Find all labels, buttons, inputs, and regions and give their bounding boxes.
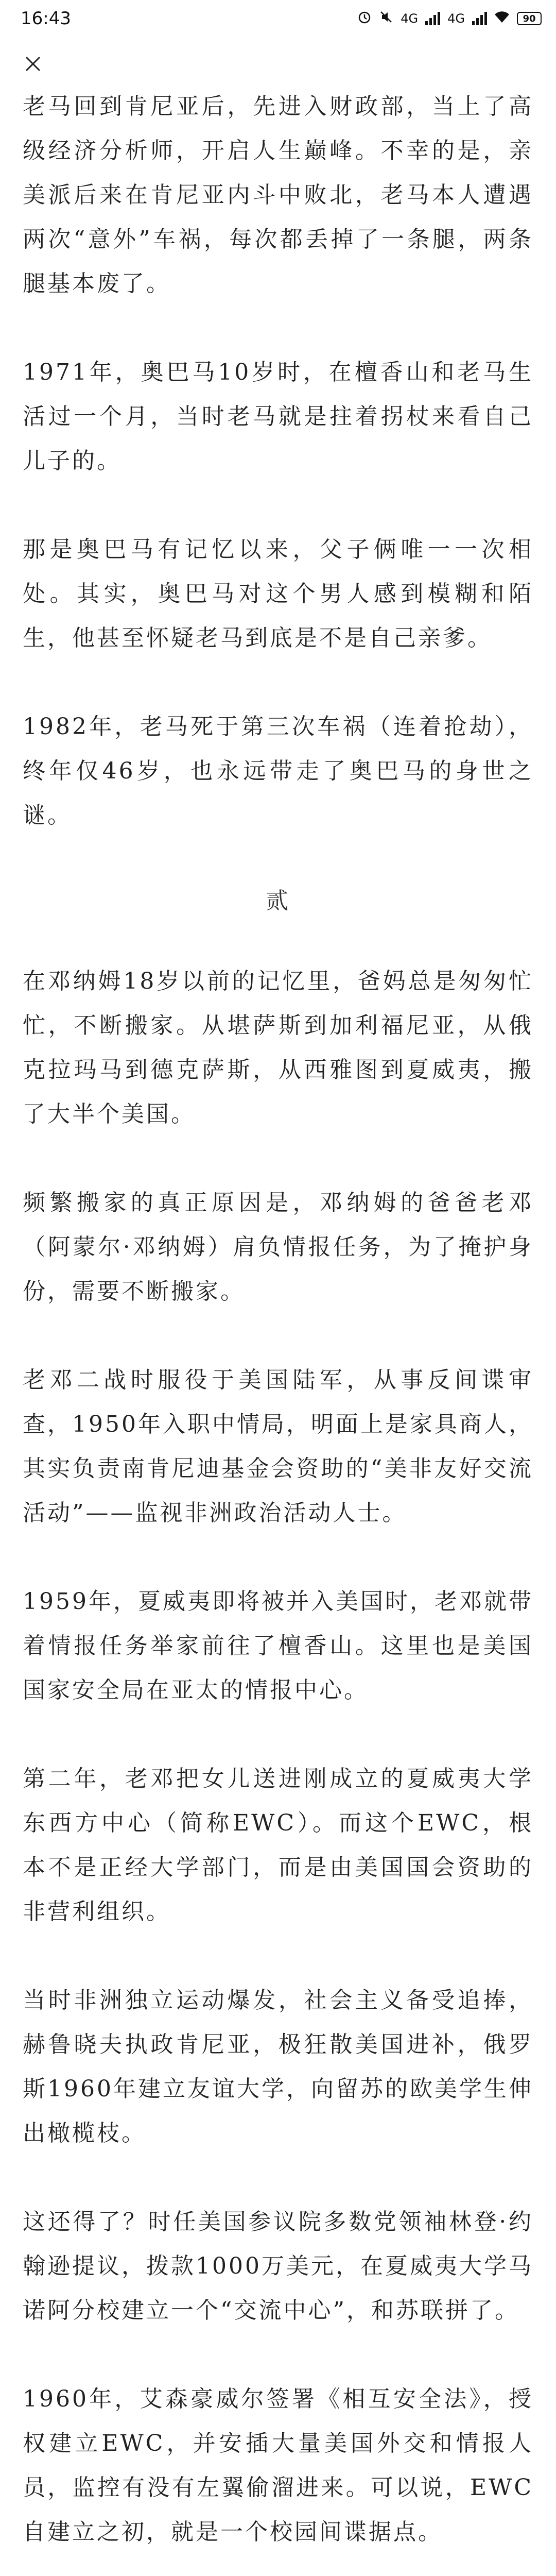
article-paragraph: 1959年，夏威夷即将被并入美国时，老邓就带着情报任务举家前往了檀香山。这里也是美国国家安全局在亚太的情报中心。: [23, 1588, 533, 1703]
article-paragraph: 当时非洲独立运动爆发，社会主义备受追捧，赫鲁晓夫执政肯尼亚，极狂散美国进补，俄罗斯1960年建立友谊大学，向留苏的欧美学生伸出橄榄枝。: [23, 1987, 533, 2146]
article-paragraph: 在邓纳姆18岁以前的记忆里，爸妈总是匆匆忙忙，不断搬家。从堪萨斯到加利福尼亚，从俄克拉玛马到德克萨斯，从西雅图到夏威夷，搬了大半个美国。: [23, 968, 533, 1127]
article-body: [0, 84, 556, 2576]
article-paragraph: 1960年，艾森豪威尔签署《相互安全法》，授权建立EWC，并安插大量美国外交和情报人员，监控有没有左翼偷溜进来。可以说，EWC自建立之初，就是一个校园间谍据点。: [23, 2386, 533, 2545]
top-toolbar: [0, 37, 556, 94]
article-paragraph: 那是奥巴马有记忆以来，父子俩唯一一次相处。其实，奥巴马对这个男人感到模糊和陌生，他甚至怀疑老马到底是不是自己亲爹。: [23, 536, 533, 651]
close-icon[interactable]: [18, 48, 48, 79]
article-paragraph: 1971年，奥巴马10岁时，在檀香山和老马生活过一个月，当时老马就是拄着拐杖来看自己儿子的。: [23, 359, 533, 474]
mute-icon: [379, 10, 393, 27]
status-time: 16:43: [21, 8, 71, 29]
article-paragraph: 老邓二战时服役于美国陆军，从事反间谍审查，1950年入职中情局，明面上是家具商人，其实负责南肯尼迪基金会资助的“美非友好交流活动”——监视非洲政治活动人士。: [23, 1367, 533, 1526]
article-paragraph: 这还得了？时任美国参议院多数党领袖林登·约翰逊提议，拨款1000万美元，在夏威夷大学马诺阿分校建立一个“交流中心”，和苏联拼了。: [23, 2209, 533, 2324]
article-paragraph: 第二年，老邓把女儿送进刚成立的夏威夷大学东西方中心（简称EWC）。而这个EWC，根本不是正经大学部门，而是由美国国会资助的非营利组织。: [23, 1766, 533, 1925]
network-label-2: 4G: [447, 11, 465, 26]
status-bar: [0, 0, 556, 37]
network-label: 4G: [401, 11, 419, 26]
alarm-icon: [357, 10, 372, 27]
article-paragraph: 老马回到肯尼亚后，先进入财政部，当上了高级经济分析师，开启人生巅峰。不幸的是，亲美派后来在肯尼亚内斗中败北，老马本人遭遇两次“意外”车祸，每次都丢掉了一条腿，两条腿基本废了。: [23, 93, 533, 297]
signal-icon-2: [472, 12, 487, 25]
signal-icon: [425, 12, 440, 25]
status-icons: [357, 10, 542, 27]
article-paragraph: 1982年，老马死于第三次车祸（连着抢劫），终年仅46岁，也永远带走了奥巴马的身世之谜。: [23, 714, 533, 828]
section-heading: 贰: [266, 888, 290, 914]
wifi-icon: [494, 10, 510, 27]
battery-icon: 90: [517, 12, 542, 25]
article-paragraph: 频繁搬家的真正原因是，邓纳姆的爸爸老邓（阿蒙尔·邓纳姆）肩负情报任务，为了掩护身份，需要不断搬家。: [23, 1190, 533, 1304]
